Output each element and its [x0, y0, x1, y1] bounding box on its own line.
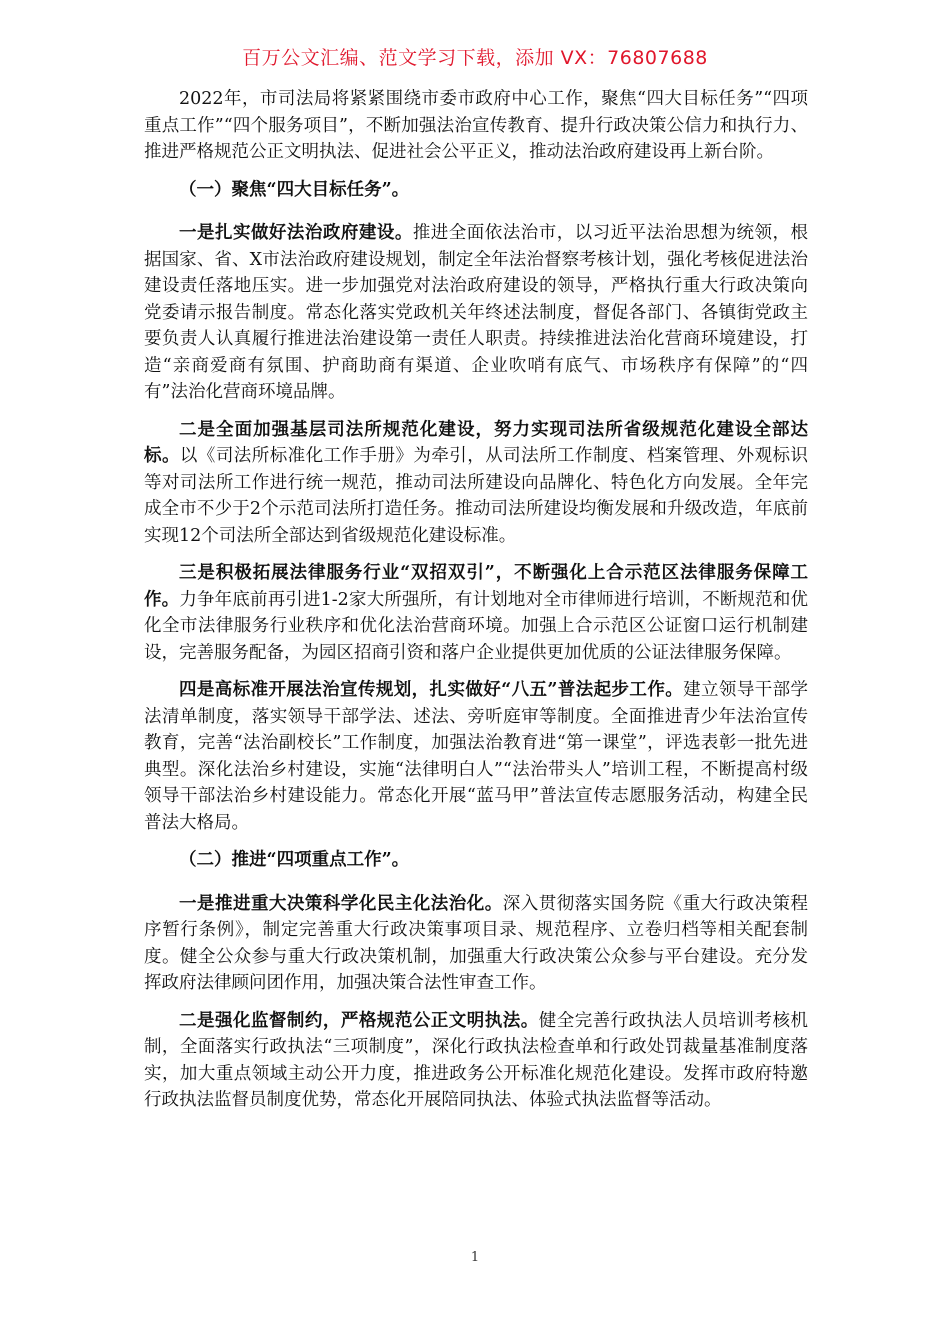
intro-paragraph: 2022年，市司法局将紧紧围绕市委市政府中心工作，聚焦“四大目标任务”“四项重点工作”“四个服务项目”，不断加强法治宣传教育、提升行政决策公信力和执行力、推进严格规范公正文明执法、促进社会公平正义，推动法治政府建设再上新台阶。: [144, 89, 808, 162]
item-lead: 二是全面加强基层司法所规范化建设，努力实现司法所省级规范化建设全部达标。: [144, 419, 808, 466]
section-2-item-1: [144, 891, 808, 997]
item-lead: 二是强化监督制约，严格规范公正文明执法。: [179, 1010, 539, 1031]
item-lead: 一是扎实做好法治政府建设。: [179, 223, 413, 243]
section-1-item-2: [144, 417, 808, 550]
promo-header: 百万公文汇编、范文学习下载，添加 VX：76807688: [242, 47, 708, 69]
section-1-heading: （一）聚焦“四大目标任务”。: [179, 179, 410, 200]
item-text: 深入贯彻落实国务院《重大行政决策程序暂行条例》，制定完善重大行政决策事项目录、规范程序、立卷归档等相关配套制度。健全公众参与重大行政决策机制，加强重大行政决策公众参与平台建设。充分发挥政府法律顾问团作用，加强决策合法性审查工作。: [144, 893, 808, 993]
item-text: 健全完善行政执法人员培训考核机制，全面落实行政执法“三项制度”，深化行政执法检查单和行政处罚裁量基准制度落实，加大重点领域主动公开力度，推进政务公开标准化规范化建设。发挥市政府特邀行政执法监督员制度优势，常态化开展陪同执法、体验式执法监督等活动。: [144, 1010, 809, 1110]
item-text: 推进全面依法治市，以习近平法治思想为统领，根据国家、省、X市法治政府建设规划，制定全年法治督察考核计划，强化考核促进法治建设责任落地压实。进一步加强党对法治政府建设的领导，严格执行重大行政决策向党委请示报告制度。常态化落实党政机关年终述法制度，督促各部门、各镇街党政主要负责人认真履行推进法治建设第一责任人职责。持续推进法治化营商环境建设，打造“亲商爱商有氛围、护商助商有渠道、企业吹哨有底气、市场秩序有保障”的“四有”法治化营商环境品牌。: [144, 223, 809, 402]
section-2-item-2: [144, 1008, 808, 1114]
section-1-item-1: [144, 220, 808, 406]
page-number: 1: [470, 1250, 480, 1265]
section-1-item-4: [144, 677, 808, 836]
item-lead: 四是高标准开展法治宣传规划，扎实做好“八五”普法起步工作。: [179, 680, 684, 700]
item-text: 力争年底前再引进1-2家大所强所，有计划地对全市律师进行培训，不断规范和优化全市法律服务行业秩序和优化法治营商环境。加强上合示范区公证窗口运行机制建设，完善服务配备，为园区招商引资和落户企业提供更加优质的公证法律服务保障。: [144, 589, 808, 663]
item-lead: 三是积极拓展法律服务行业“双招双引”，不断强化上合示范区法律服务保障工作。: [144, 563, 808, 610]
item-text: 以《司法所标准化工作手册》为牵引，从司法所工作制度、档案管理、外观标识等对司法所工作进行统一规范，推动司法所建设向品牌化、特色化方向发展。全年完成全市不少于2个示范司法所打造任务。推动司法所建设均衡发展和升级改造，年底前实现12个司法所全部达到省级规范化建设标准。: [144, 446, 809, 546]
item-text: 建立领导干部学法清单制度，落实领导干部学法、述法、旁听庭审等制度。全面推进青少年法治宣传教育，完善“法治副校长”工作制度，加强法治教育进“第一课堂”，评选表彰一批先进典型。深化法治乡村建设，实施“法律明白人”“法治带头人”培训工程，不断提高村级领导干部法治乡村建设能力。常态化开展“蓝马甲”普法宣传志愿服务活动，构建全民普法大格局。: [144, 680, 809, 833]
item-lead: 一是推进重大决策科学化民主化法治化。: [179, 893, 503, 914]
section-2-heading: （二）推进“四项重点工作”。: [179, 850, 410, 870]
section-1-item-3: [144, 560, 808, 666]
document-body: [144, 86, 808, 1125]
